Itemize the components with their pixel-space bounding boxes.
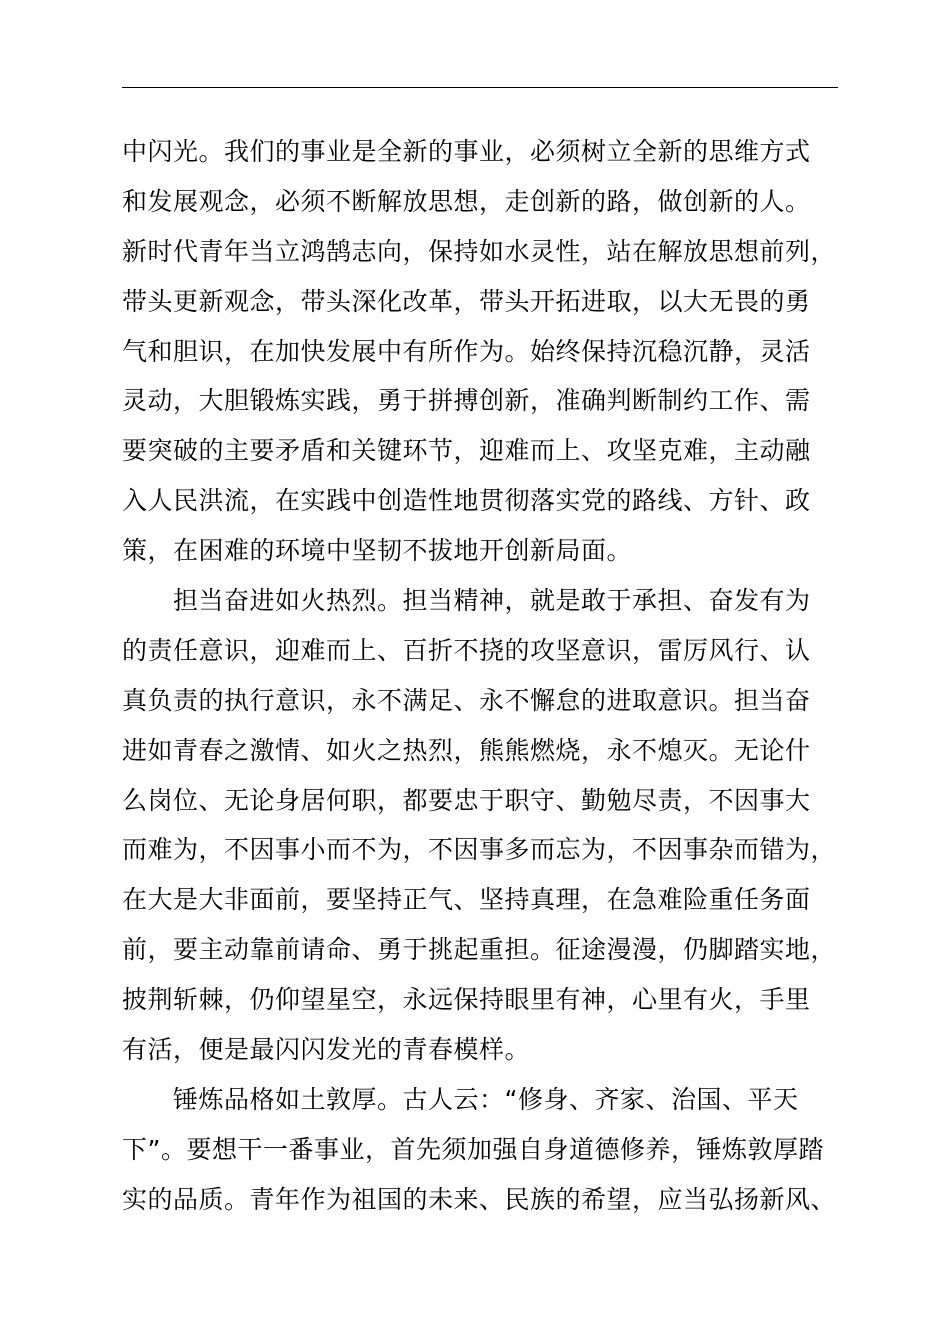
text-line: 么岗位、无论身居何职，都要忠于职守、勤勉尽责，不因事大	[122, 785, 811, 815]
text-line: 的责任意识，迎难而上、百折不挠的攻坚意识，雷厉风行、认	[122, 635, 811, 665]
body-text	[122, 127, 862, 1225]
text-line: 在大是大非面前，要坚持正气、坚持真理，在急难险重任务面	[122, 885, 811, 915]
text-line: 策，在困难的环境中坚韧不拔地开创新局面。	[122, 536, 633, 566]
text-line: 新时代青年当立鸿鹄志向，保持如水灵性，站在解放思想前列，	[122, 236, 837, 266]
text-line: 披荆斩棘，仍仰望星空，永远保持眼里有神，心里有火，手里	[122, 985, 811, 1015]
text-line: 灵动，大胆锻炼实践，勇于拼搏创新，准确判断制约工作、需	[122, 386, 811, 416]
text-line: 而难为，不因事小而不为，不因事多而忘为，不因事杂而错为，	[122, 835, 837, 865]
text-line: 和发展观念，必须不断解放思想，走创新的路，做创新的人。	[122, 186, 811, 216]
text-line: 进如青春之激情、如火之热烈，熊熊燃烧，永不熄灭。无论什	[122, 735, 811, 765]
header-rule	[122, 87, 838, 88]
text-line: 中闪光。我们的事业是全新的事业，必须树立全新的思维方式	[122, 137, 811, 166]
text-line: 真负责的执行意识，永不满足、永不懈怠的进取意识。担当奋	[122, 685, 811, 715]
text-line: 前，要主动靠前请命、勇于挑起重担。征途漫漫，仍脚踏实地，	[122, 935, 837, 965]
text-line: 气和胆识，在加快发展中有所作为。始终保持沉稳沉静，灵活	[122, 336, 811, 366]
text-line: 要突破的主要矛盾和关键环节，迎难而上、攻坚克难，主动融	[122, 436, 811, 466]
text-line: 带头更新观念，带头深化改革，带头开拓进取，以大无畏的勇	[122, 286, 811, 316]
paragraph-start-line: 锤炼品格如土敦厚。古人云：“修身、齐家、治国、平天	[173, 1084, 799, 1114]
text-line: 入人民洪流，在实践中创造性地贯彻落实党的路线、方针、政	[122, 486, 811, 516]
text-line: 有活，便是最闪闪发光的青春模样。	[122, 1035, 531, 1065]
text-line: 实的品质。青年作为祖国的未来、民族的希望，应当弘扬新风、	[122, 1184, 837, 1214]
text-line: 下”。要想干一番事业，首先须加强自身道德修养，锤炼敦厚踏	[122, 1134, 824, 1164]
paragraph-start-line: 担当奋进如火热烈。担当精神，就是敢于承担、奋发有为	[173, 586, 811, 616]
